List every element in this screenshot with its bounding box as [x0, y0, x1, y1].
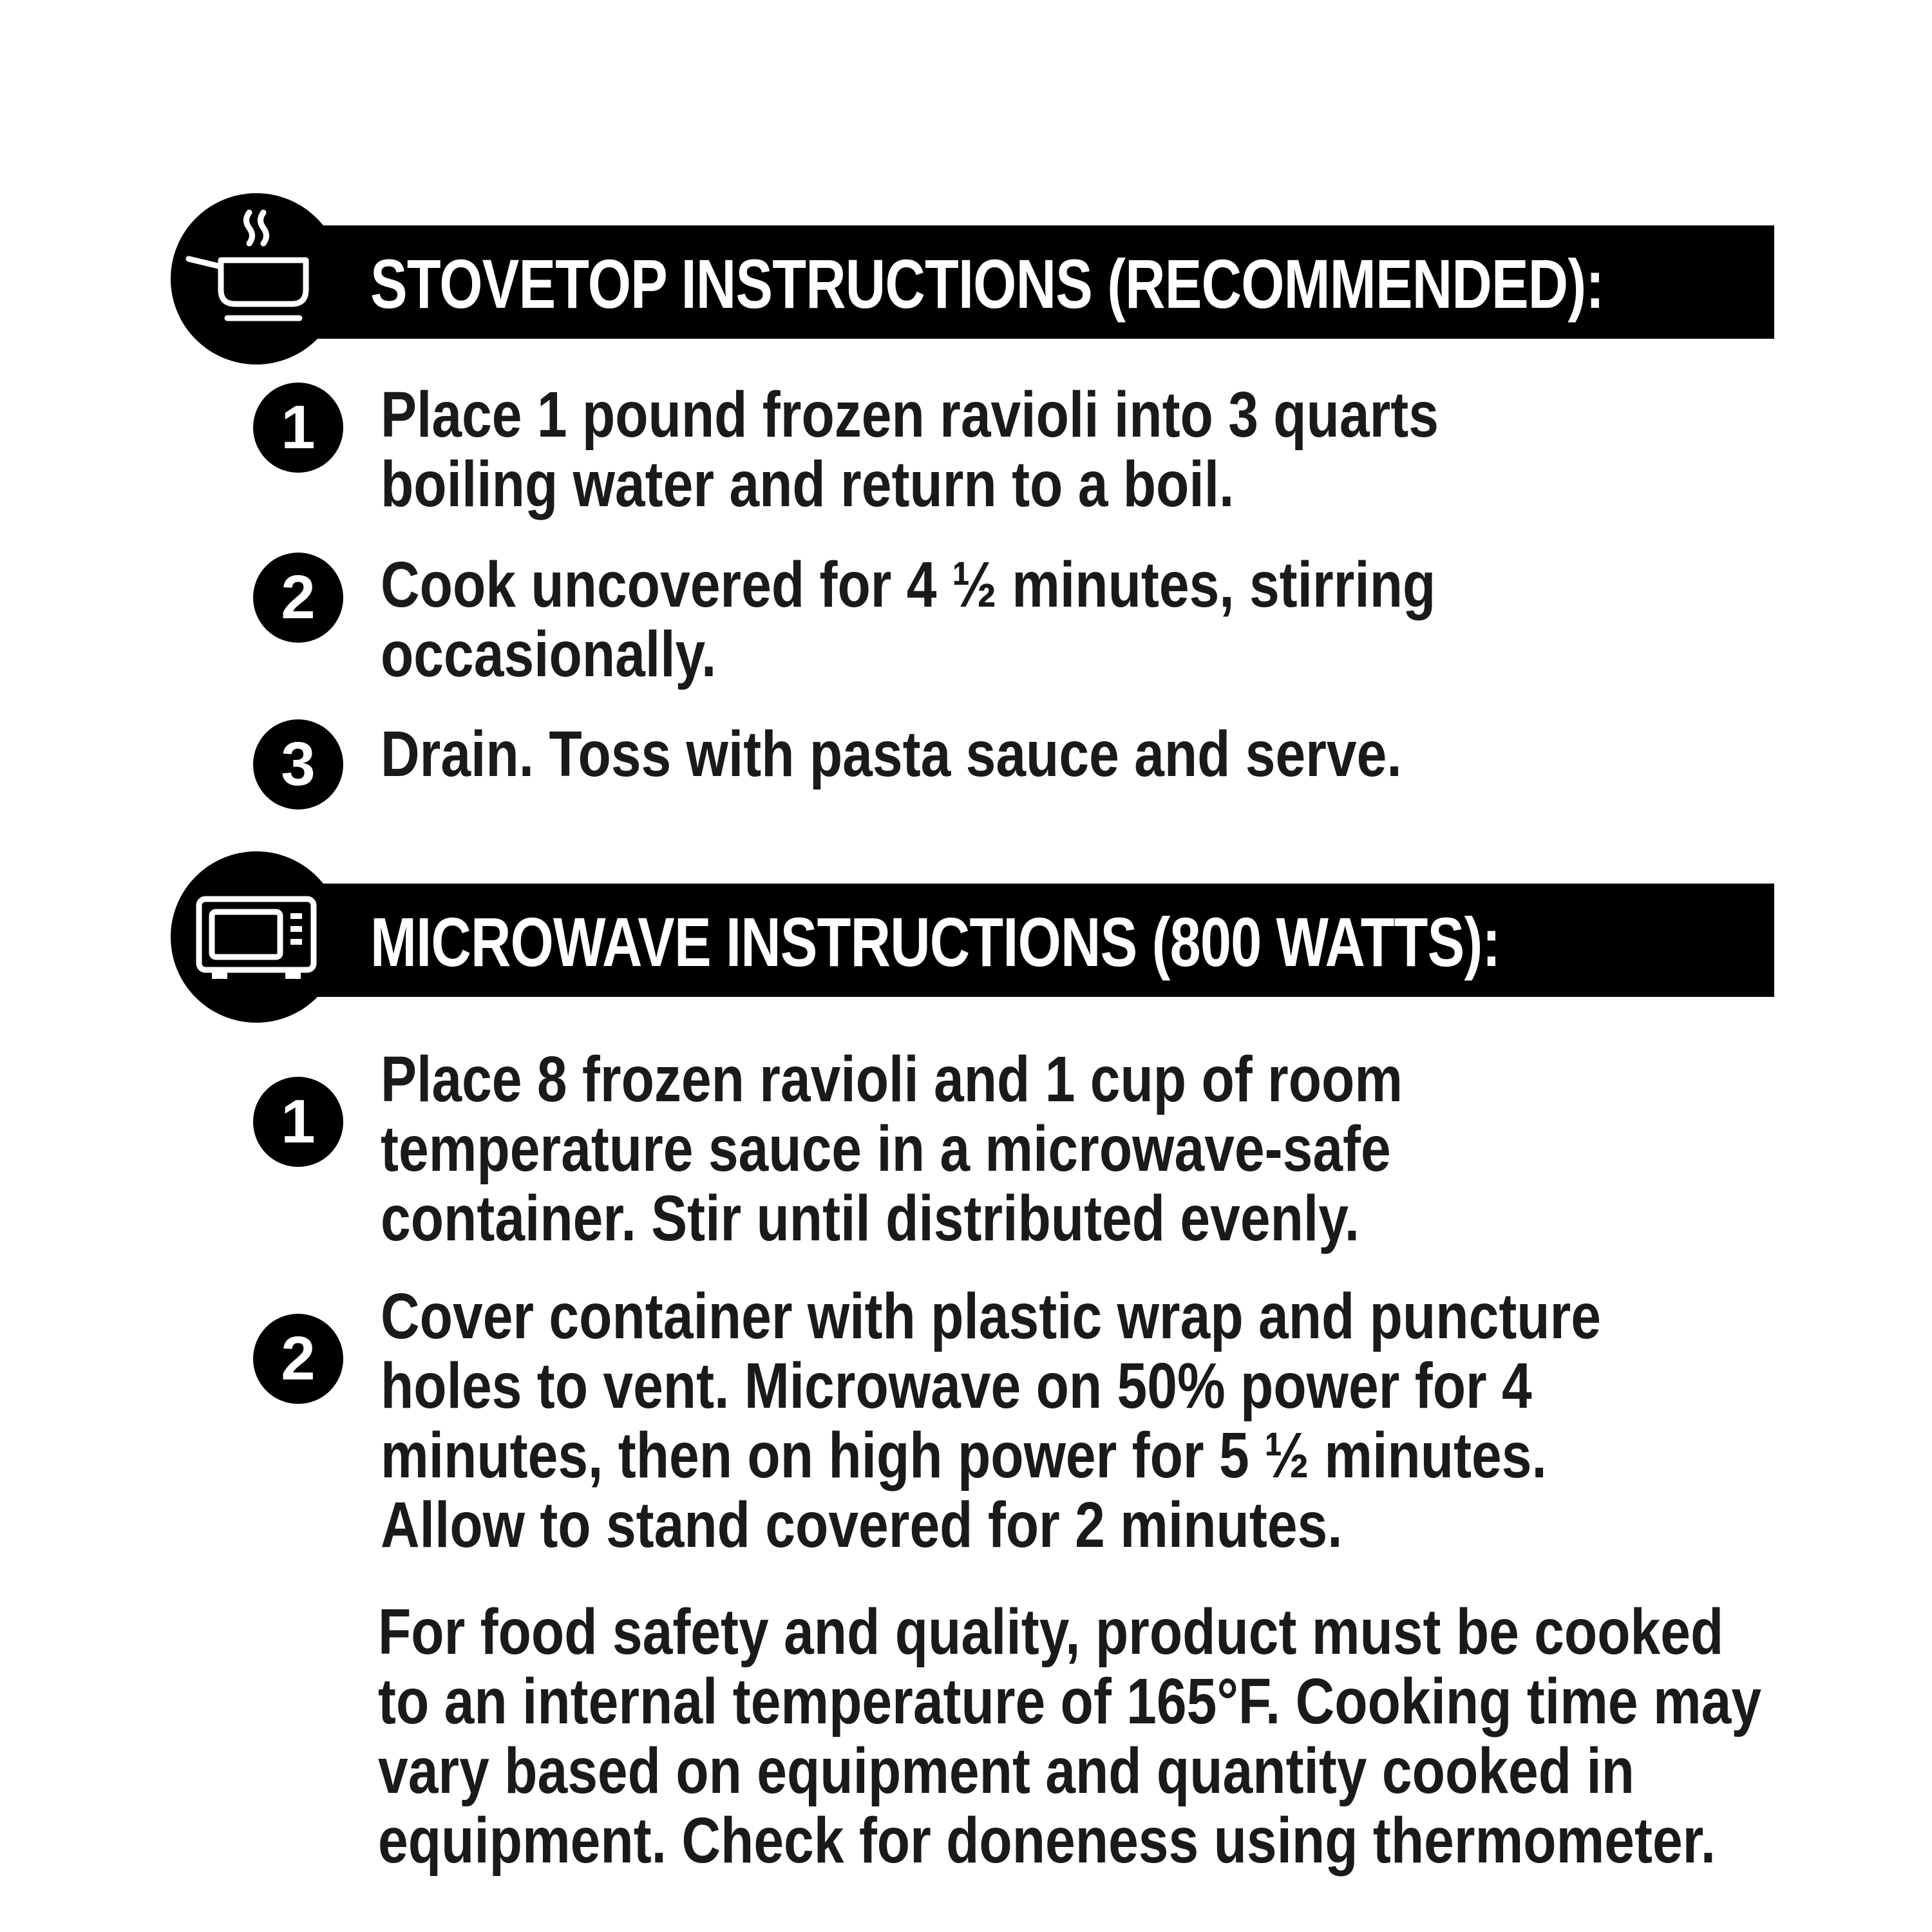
step-number: 1 — [253, 1077, 343, 1167]
step-text: Place 1 pound frozen ravioli into 3 quarts boiling water and return to a boil. — [381, 379, 1439, 520]
step-number: 2 — [253, 1314, 343, 1404]
step-number: 3 — [253, 719, 343, 810]
stovetop-header — [171, 193, 1773, 365]
step-text: Cover container with plastic wrap and puncture holes to vent. Microwave on 50% power for 4 minutes, then on high power for 5 ½ minutes. Allow to stand covered for 2 minutes. — [381, 1280, 1602, 1561]
microwave-title: MICROWAVE INSTRUCTIONS (800 WATTS): — [370, 903, 1501, 981]
microwave-header — [171, 851, 1773, 1023]
step-text: Drain. Toss with pasta sauce and serve. — [381, 718, 1402, 790]
microwave-icon — [171, 851, 342, 1023]
steaming-pot-icon — [171, 193, 342, 365]
step-text: Place 8 frozen ravioli and 1 cup of room temperature sauce in a microwave-safe container. Stir until distributed evenly. — [381, 1043, 1403, 1255]
step-number: 2 — [253, 553, 343, 643]
step-number: 1 — [253, 383, 343, 473]
food-safety-note: For food safety and quality, product must be cooked to an internal temperature of 165°F. Cooking time may vary based on equipment and quantity cooked in equipment. Check for doneness using thermometer. — [378, 1596, 1762, 1877]
stovetop-title: STOVETOP INSTRUCTIONS (RECOMMENDED): — [370, 245, 1604, 323]
step-text: Cook uncovered for 4 ½ minutes, stirring occasionally. — [381, 549, 1436, 690]
